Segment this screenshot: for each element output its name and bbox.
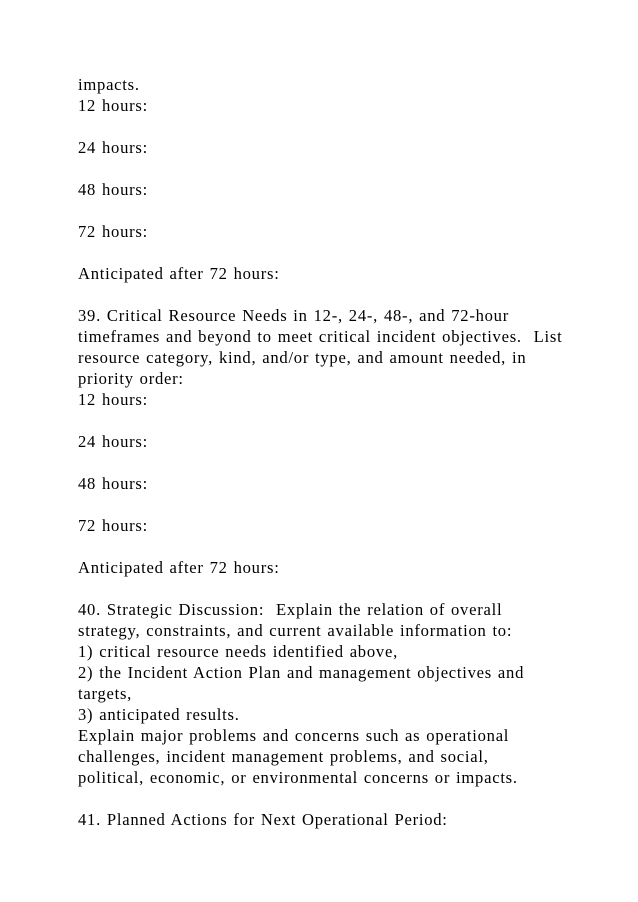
blank-line: [78, 788, 618, 809]
text-line: resource category, kind, and/or type, and amount needed, in: [78, 348, 527, 367]
text-line: Anticipated after 72 hours:: [78, 558, 280, 577]
blank-line: [78, 284, 618, 305]
text-line: challenges, incident management problems, and social,: [78, 747, 489, 766]
blank-line: [78, 200, 618, 221]
section-40-heading: 40. Strategic Discussion: Explain the relation of overall: [78, 600, 503, 619]
text-line: 48 hours:: [78, 474, 148, 493]
text-line: 72 hours:: [78, 222, 148, 241]
text-line: 12 hours:: [78, 96, 148, 115]
text-line: Explain major problems and concerns such as operational: [78, 726, 510, 745]
document-text: [78, 74, 618, 830]
text-line: 2) the Incident Action Plan and management objectives and: [78, 663, 525, 682]
section-41-heading: 41. Planned Actions for Next Operational Period:: [78, 810, 448, 829]
text-line: Anticipated after 72 hours:: [78, 264, 280, 283]
text-line: 24 hours:: [78, 432, 148, 451]
text-line: priority order:: [78, 369, 184, 388]
text-line: 3) anticipated results.: [78, 705, 240, 724]
text-line: 24 hours:: [78, 138, 148, 157]
text-line: impacts.: [78, 75, 140, 94]
text-line: 12 hours:: [78, 390, 148, 409]
text-line: 48 hours:: [78, 180, 148, 199]
blank-line: [78, 452, 618, 473]
blank-line: [78, 158, 618, 179]
blank-line: [78, 242, 618, 263]
text-line: political, economic, or environmental concerns or impacts.: [78, 768, 518, 787]
text-line: strategy, constraints, and current available information to:: [78, 621, 513, 640]
text-line: 72 hours:: [78, 516, 148, 535]
text-line: targets,: [78, 684, 133, 703]
blank-line: [78, 536, 618, 557]
blank-line: [78, 410, 618, 431]
section-39-heading: 39. Critical Resource Needs in 12-, 24-, 48-, and 72-hour: [78, 306, 510, 325]
blank-line: [78, 494, 618, 515]
blank-line: [78, 578, 618, 599]
text-line: timeframes and beyond to meet critical incident objectives. List: [78, 327, 563, 346]
blank-line: [78, 116, 618, 137]
text-line: 1) critical resource needs identified above,: [78, 642, 398, 661]
